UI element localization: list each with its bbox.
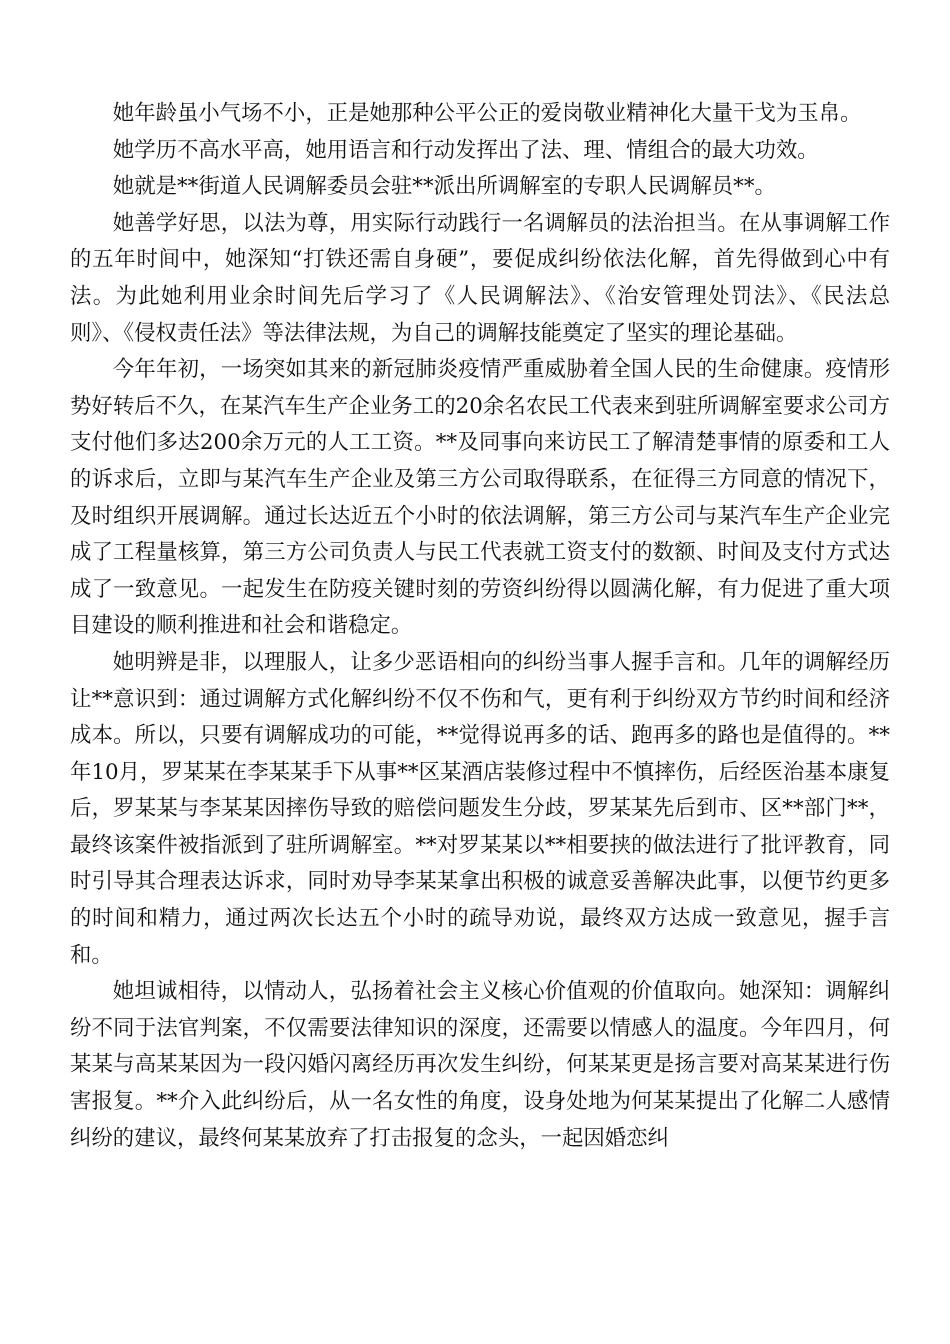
paragraph-5: 今年年初，一场突如其来的新冠肺炎疫情严重威胁着全国人民的生命健康。疫情形势好转后不久，在某汽车生产企业务工的20余名农民工代表来到驻所调解室要求公司方支付他们多达200余万元的人工工资。**及同事向来访民工了解清楚事情的原委和工人的诉求后，立即与某汽车生产企业及第三方公司取得联系，在征得三方同意的情况下，及时组织开展调解。通过长达近五个小时的依法调解，第三方公司与某汽车生产企业完成了工程量核算，第三方公司负责人与民工代表就工资支付的数额、时间及支付方式达成了一致意见。一起发生在防疫关键时刻的劳资纠纷得以圆满化解，有力促进了重大项目建设的顺利推进和社会和谐稳定。 <box>70 357 890 639</box>
paragraph-7: 她坦诚相待，以情动人，弘扬着社会主义核心价值观的价值取向。她深知：调解纠纷不同于法官判案，不仅需要法律知识的深度，还需要以情感人的温度。今年四月，何某某与高某某因为一段闪婚闪离经历再次发生纠纷，何某某更是扬言要对高某某进行伤害报复。**介入此纠纷后，从一名女性的角度，设身处地为何某某提出了化解二人感情纠纷的建议，最终何某某放弃了打击报复的念头，一起因婚恋纠 <box>70 979 890 1151</box>
paragraph-6: 她明辨是非，以理服人，让多少恶语相向的纠纷当事人握手言和。几年的调解经历让**意识到：通过调解方式化解纠纷不仅不伤和气，更有利于纠纷双方节约时间和经济成本。所以，只要有调解成功的可能，**觉得说再多的话、跑再多的路也是值得的。**年10月，罗某某在李某某手下从事**区某酒店装修过程中不慎摔伤，后经医治基本康复后，罗某某与李某某因摔伤导致的赔偿问题发生分歧，罗某某先后到市、区**部门**，最终该案件被指派到了驻所调解室。**对罗某某以**相要挟的做法进行了批评教育，同时引导其合理表达诉求，同时劝导李某某拿出积极的诚意妥善解决此事，以便节约更多的时间和精力，通过两次长达五个小时的疏导劝说，最终双方达成一致意见，握手言和。 <box>70 649 890 968</box>
paragraph-3: 她就是**街道人民调解委员会驻**派出所调解室的专职人民调解员**。 <box>112 174 776 200</box>
paragraph-1: 她年龄虽小气场不小，正是她那种公平公正的爱岗敬业精神化大量干戈为玉帛。 <box>112 101 862 126</box>
paragraph-2: 她学历不高水平高，她用语言和行动发挥出了法、理、情组合的最大功效。 <box>112 137 819 163</box>
paragraph-4: 她善学好思，以法为尊，用实际行动践行一名调解员的法治担当。在从事调解工作的五年时间中，她深知“打铁还需自身硬”，要促成纠纷依法化解，首先得做到心中有法。为此她利用业余时间先后学习了《人民调解法》、《治安管理处罚法》、《民法总则》、《侵权责任法》等法律法规，为自己的调解技能奠定了坚实的理论基础。 <box>70 210 890 346</box>
document-body <box>70 96 890 1157</box>
